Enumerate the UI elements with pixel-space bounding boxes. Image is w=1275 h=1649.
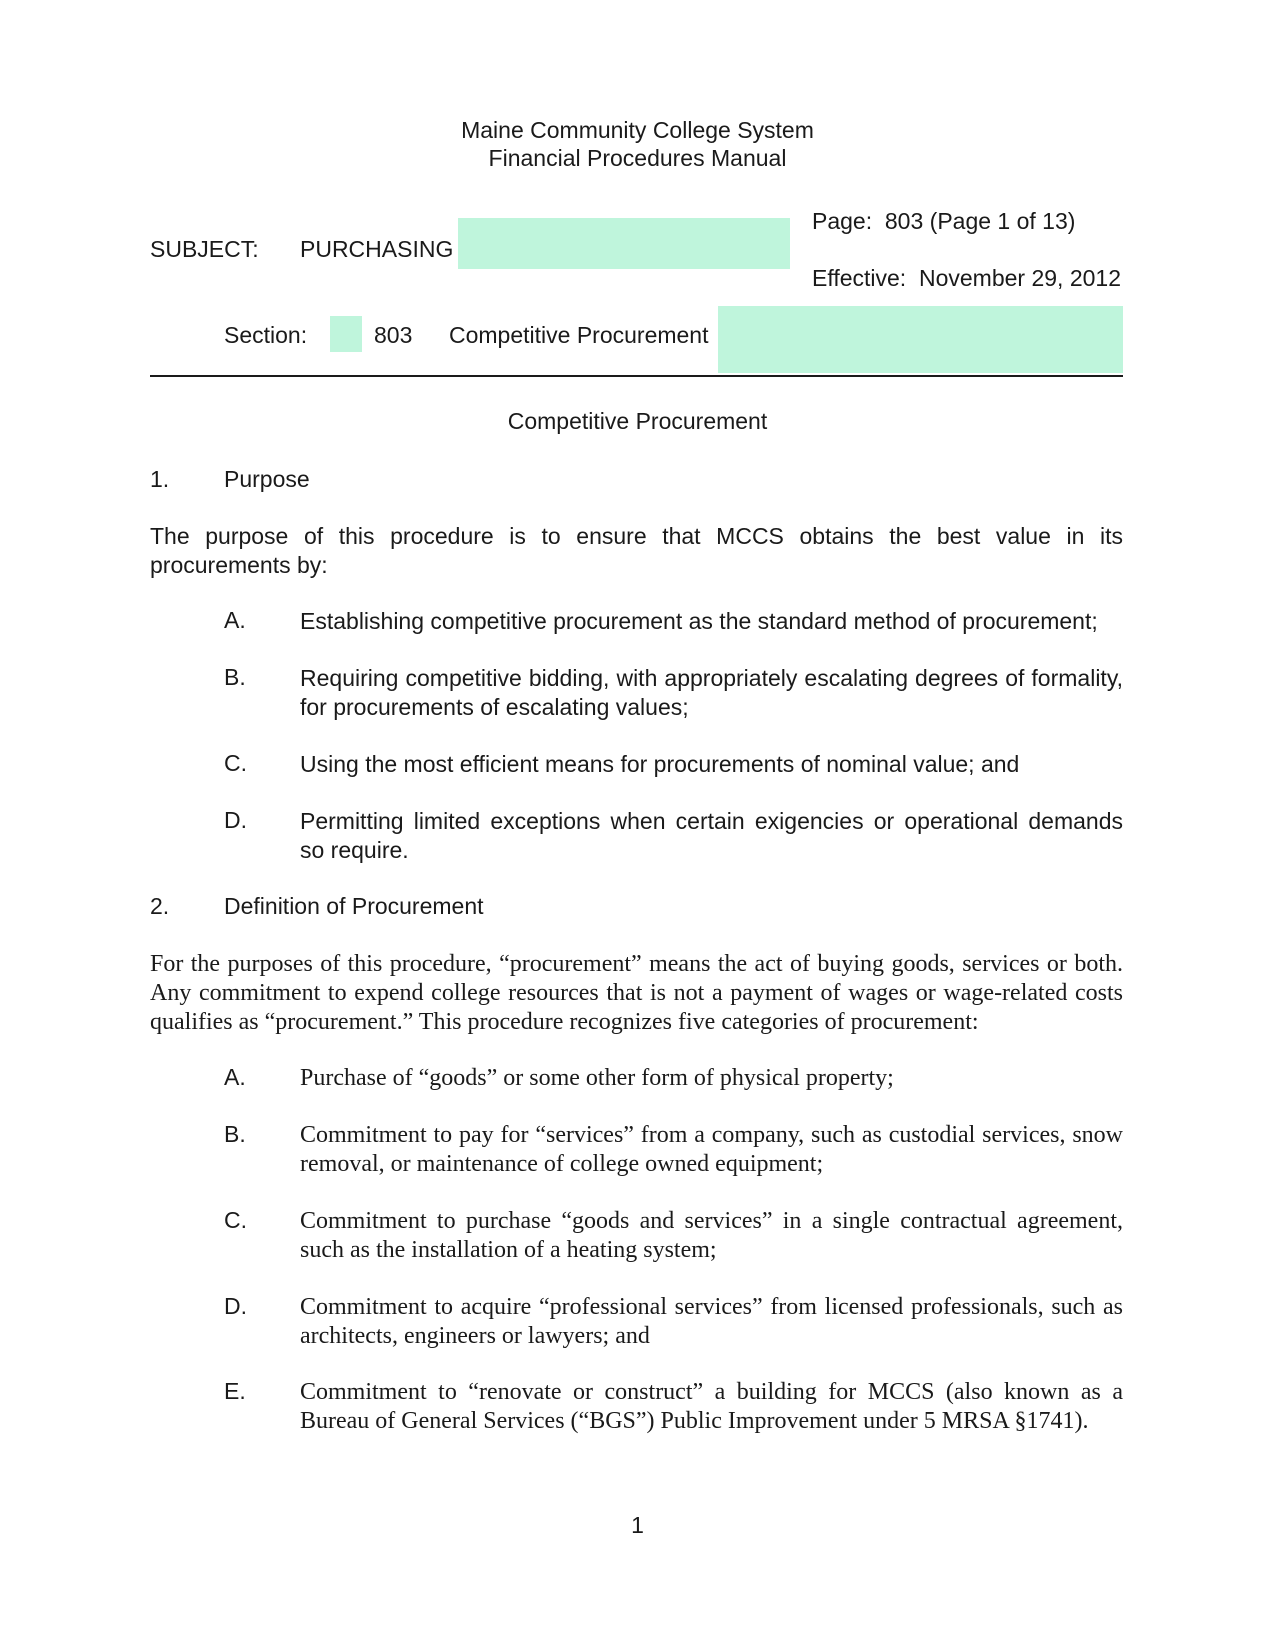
section2-intro: For the purposes of this procedure, “procurement” means the act of buying goods, services or both. Any commitment to expend college resources that is not a payment of wages or wage-related costs qualifies as “procurement.” This procedure recognizes five categories of procurement: [150, 951, 1123, 1035]
list-item-letter: E. [224, 1378, 246, 1404]
doc-title: Competitive Procurement [507, 408, 768, 434]
list-item-letter: C. [224, 1207, 247, 1233]
list-item-letter: A. [224, 1064, 246, 1090]
subject-value: PURCHASING [300, 236, 454, 262]
page-number: 1 [631, 1512, 644, 1538]
list-item-letter: B. [224, 1121, 246, 1147]
list-item-letter: A. [224, 607, 246, 633]
list-item-letter: D. [224, 807, 247, 833]
list-item: Using the most efficient means for procurements of nominal value; and [300, 751, 1020, 777]
list-item-letter: B. [224, 664, 246, 690]
section2-heading: Definition of Procurement [224, 893, 484, 919]
effective-label: Effective: [812, 265, 907, 291]
document-header [0, 116, 1275, 172]
list-item-letter: C. [224, 750, 247, 776]
page-label: Page: [812, 208, 873, 234]
highlight-box [458, 218, 790, 269]
list-item: Requiring competitive bidding, with appropriately escalating degrees of formality, for procurements of escalating values; [300, 665, 1123, 720]
org-name: Maine Community College System [461, 117, 814, 143]
effective-value: November 29, 2012 [918, 265, 1121, 291]
list-item: Purchase of “goods” or some other form of physical property; [300, 1065, 894, 1091]
list-item: Commitment to acquire “professional services” from licensed professionals, such as architects, engineers or lawyers; and [300, 1294, 1123, 1349]
list-item: Commitment to purchase “goods and services” in a single contractual agreement, such as the installation of a heating system; [300, 1208, 1123, 1263]
section-label: Section: [224, 322, 308, 348]
list-item-letter: D. [224, 1293, 247, 1319]
section1-number: 1. [150, 466, 170, 492]
highlight-box [330, 316, 362, 352]
section-title: Competitive Procurement [449, 322, 709, 348]
list-item: Commitment to pay for “services” from a company, such as custodial services, snow removal, or maintenance of college owned equipment; [300, 1122, 1123, 1177]
list-item: Establishing competitive procurement as the standard method of procurement; [300, 608, 1098, 634]
section1-intro: The purpose of this procedure is to ensure that MCCS obtains the best value in its procurements by: [150, 523, 1123, 578]
section-number: 803 [374, 322, 413, 348]
section2-number: 2. [150, 893, 170, 919]
effective-info [812, 265, 1121, 292]
subject-label: SUBJECT: [150, 236, 259, 262]
highlight-box [718, 306, 1123, 373]
section1-heading: Purpose [224, 466, 310, 492]
page-info [812, 208, 1075, 235]
list-item: Permitting limited exceptions when certain exigencies or operational demands so require. [300, 808, 1123, 863]
manual-name: Financial Procedures Manual [488, 145, 787, 171]
header-divider [150, 375, 1123, 377]
page-value: 803 (Page 1 of 13) [884, 208, 1076, 234]
list-item: Commitment to “renovate or construct” a building for MCCS (also known as a Bureau of General Services (“BGS”) Public Improvement under 5 MRSA §1741). [300, 1379, 1123, 1434]
